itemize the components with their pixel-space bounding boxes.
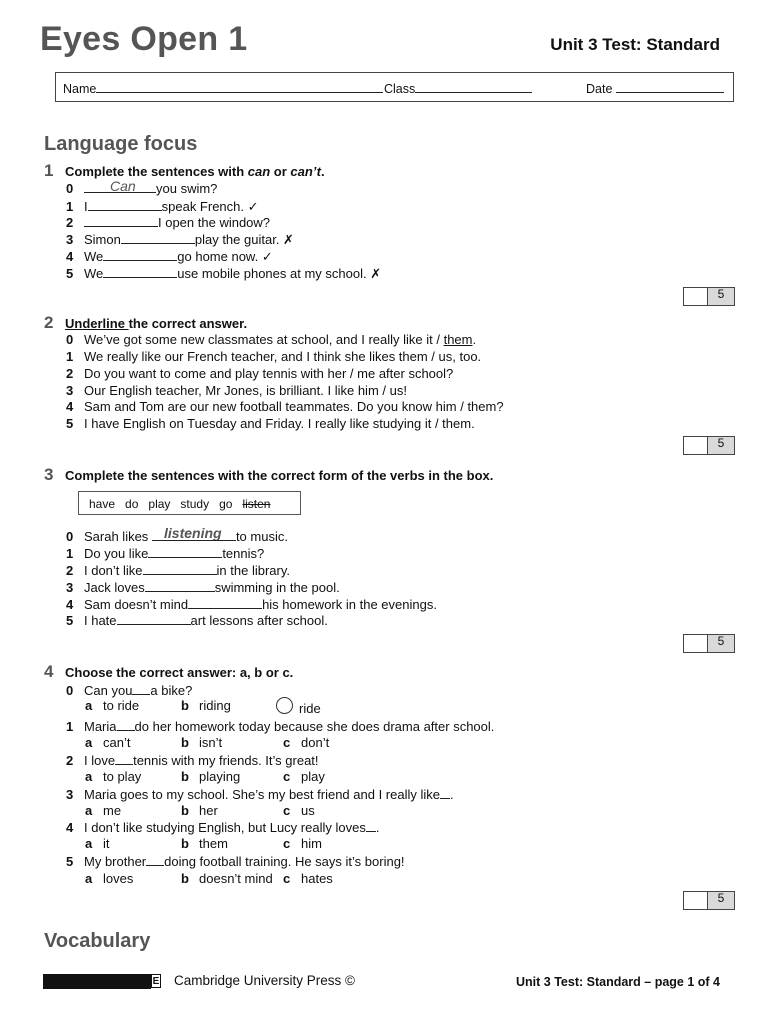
option-a[interactable]: a to play <box>85 769 142 784</box>
score-total: 5 <box>707 437 734 454</box>
option-a[interactable]: a it <box>85 836 110 851</box>
question-item[interactable]: 5 I have English on Tuesday and Friday. I really like studying it / them. <box>66 416 475 431</box>
question-item: 0 We’ve got some new classmates at school, and I really like it / them. <box>66 332 477 347</box>
section-heading-vocabulary: Vocabulary <box>44 930 151 952</box>
score-total: 5 <box>707 288 734 305</box>
question-item: 2 I don’t like in the library. <box>66 563 291 578</box>
page-info: Unit 3 Test: Standard – page 1 of 4 <box>516 975 720 989</box>
name-field[interactable] <box>63 81 383 96</box>
question-number: 2 <box>44 313 54 332</box>
option-b[interactable]: b isn’t <box>181 735 223 750</box>
section-heading-language-focus: Language focus <box>44 133 198 155</box>
date-label: Date <box>586 82 613 96</box>
option-a[interactable]: a can’t <box>85 735 131 750</box>
option-c[interactable]: c don’t <box>283 735 330 750</box>
class-line <box>415 81 532 93</box>
score-box[interactable] <box>683 287 735 306</box>
answer-blank <box>366 819 376 832</box>
answer-blank[interactable] <box>148 545 222 558</box>
answer-blank <box>115 752 133 765</box>
underlined-answer: them <box>443 332 473 347</box>
question-item: 5 We use mobile phones at my school. ✗ <box>66 266 382 281</box>
answer-blank[interactable] <box>103 265 177 278</box>
answer-blank <box>146 853 164 866</box>
question-item[interactable]: 4 Sam and Tom are our new football teammates. Do you know him / them? <box>66 399 504 414</box>
option-b[interactable]: b her <box>181 803 218 818</box>
cross-mark: ✗ <box>283 232 294 247</box>
date-line <box>616 81 724 93</box>
book-title: Eyes Open 1 <box>40 20 248 58</box>
question-number: 1 <box>44 161 54 180</box>
word-box: have do play study go listen <box>78 491 301 515</box>
answer-blank[interactable] <box>84 214 158 227</box>
date-field[interactable] <box>586 81 724 96</box>
option-b[interactable]: b playing <box>181 769 241 784</box>
name-label: Name <box>63 82 97 96</box>
question-item: 0 Sarah likes to music. <box>66 529 288 544</box>
class-field[interactable] <box>384 81 532 96</box>
question-item: 1 Maria do her homework today because she does drama after school. <box>66 719 495 734</box>
question-item: 4 I don’t like studying English, but Lucy really loves . <box>66 820 380 835</box>
score-box[interactable] <box>683 436 735 455</box>
question-item[interactable]: 3 Our English teacher, Mr Jones, is brilliant. I like him / us! <box>66 383 407 398</box>
cross-mark: ✗ <box>370 266 382 281</box>
option-b[interactable]: b riding <box>181 698 231 713</box>
name-line <box>96 81 383 93</box>
answer-blank[interactable] <box>152 528 236 541</box>
option-b[interactable]: b them <box>181 836 228 851</box>
question-item[interactable]: 1 We really like our French teacher, and I think she likes them / us, too. <box>66 349 482 364</box>
answer-blank[interactable] <box>121 231 195 244</box>
score-total: 5 <box>707 635 734 652</box>
question-item: 3 Jack loves swimming in the pool. <box>66 580 340 595</box>
question-item: 0 you swim? <box>66 181 218 196</box>
tick-mark: ✓ <box>261 249 273 264</box>
score-box[interactable] <box>683 634 735 653</box>
example-answer: listening <box>164 525 222 541</box>
question-number: 4 <box>44 662 54 681</box>
example-answer: Can <box>110 178 136 194</box>
answer-blank[interactable] <box>88 198 162 211</box>
question-item: 1 I speak French. ✓ <box>66 199 259 214</box>
test-title: Unit 3 Test: Standard <box>550 35 720 54</box>
option-c[interactable]: c him <box>283 836 322 851</box>
question-number: 3 <box>44 465 54 484</box>
struck-word: listen <box>242 497 271 511</box>
footer-logo-letter: E <box>152 976 160 987</box>
answer-blank[interactable] <box>145 579 215 592</box>
footer-logo-bar <box>43 974 151 989</box>
student-info-box <box>55 72 734 102</box>
question-item: 0 Can you a bike? <box>66 683 193 698</box>
publisher-credit: Cambridge University Press © <box>174 973 355 988</box>
question-item: 1 Do you like tennis? <box>66 546 265 561</box>
answer-blank[interactable] <box>143 562 217 575</box>
question-instruction: Underline the correct answer. <box>65 316 248 331</box>
option-c[interactable]: c play <box>283 769 325 784</box>
question-item: 4 We go home now. ✓ <box>66 249 273 264</box>
question-item: 2 I love tennis with my friends. It’s great! <box>66 753 319 768</box>
circled-answer-icon <box>276 697 293 714</box>
option-a[interactable]: a loves <box>85 871 134 886</box>
question-item: 3 Maria goes to my school. She’s my best friend and I really like . <box>66 787 454 802</box>
option-c[interactable]: c us <box>283 803 315 818</box>
answer-blank <box>440 786 450 799</box>
question-item: 5 I hate art lessons after school. <box>66 613 328 628</box>
option-c[interactable]: ride <box>299 701 321 716</box>
question-instruction: Complete the sentences with the correct form of the verbs in the box. <box>65 468 494 483</box>
question-item: 5 My brother doing football training. He says it’s boring! <box>66 854 405 869</box>
score-box[interactable] <box>683 891 735 910</box>
answer-blank <box>117 718 135 731</box>
question-item: 2 I open the window? <box>66 215 271 230</box>
question-instruction: Complete the sentences with can or can’t. <box>65 164 325 179</box>
option-a[interactable]: a to ride <box>85 698 140 713</box>
class-label: Class <box>384 82 416 96</box>
question-item: 4 Sam doesn’t mind his homework in the evenings. <box>66 597 437 612</box>
score-total: 5 <box>707 892 734 909</box>
option-b[interactable]: b doesn’t mind <box>181 871 273 886</box>
answer-blank[interactable] <box>117 612 191 625</box>
question-instruction: Choose the correct answer: a, b or c. <box>65 665 294 680</box>
answer-blank[interactable] <box>103 248 177 261</box>
option-a[interactable]: a me <box>85 803 122 818</box>
question-item: 3 Simon play the guitar. ✗ <box>66 232 294 247</box>
option-c[interactable]: c hates <box>283 871 333 886</box>
answer-blank[interactable] <box>84 180 156 193</box>
question-item[interactable]: 2 Do you want to come and play tennis with her / me after school? <box>66 366 454 381</box>
answer-blank <box>132 682 150 695</box>
tick-mark: ✓ <box>247 199 259 214</box>
answer-blank[interactable] <box>188 596 262 609</box>
